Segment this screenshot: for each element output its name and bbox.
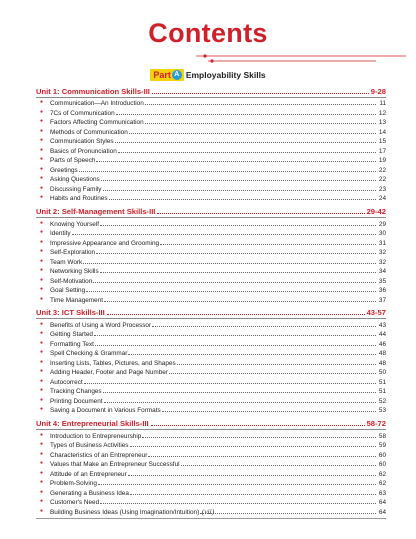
toc-entry[interactable]	[36, 228, 386, 238]
entry-page-number: 52	[378, 397, 386, 405]
entry-page-number: 63	[378, 489, 386, 497]
bullet-icon: ●	[40, 460, 44, 467]
toc-entry[interactable]	[36, 126, 386, 136]
unit-page-range: 29-42	[366, 207, 386, 217]
part-label-box	[150, 69, 184, 81]
entry-label: Goal Setting	[50, 287, 86, 295]
part-title: Employability Skills	[185, 70, 266, 80]
entry-label: Knowing Yourself	[50, 220, 100, 228]
dot-leader	[72, 234, 376, 235]
toc-entry[interactable]	[36, 183, 386, 193]
entry-page-number: 37	[378, 296, 386, 304]
bullet-icon: ●	[40, 175, 44, 182]
entry-page-number: 43	[378, 321, 386, 329]
bullet-icon: ●	[40, 156, 44, 163]
unit-heading[interactable]	[36, 204, 386, 218]
bullet-icon: ●	[40, 507, 44, 514]
toc-entry[interactable]	[36, 459, 386, 469]
entry-page-number: 48	[378, 350, 386, 358]
entry-label: Attitude of an Entrepreneur	[50, 470, 127, 478]
entry-page-number: 11	[379, 100, 386, 108]
toc-entry[interactable]	[36, 367, 386, 377]
toc-entry[interactable]	[36, 107, 386, 117]
toc-entry[interactable]	[36, 348, 386, 358]
toc-entry[interactable]	[36, 468, 386, 478]
bullet-icon: ●	[40, 406, 44, 413]
dot-leader	[130, 446, 377, 447]
entry-label: Networking Skills	[50, 268, 99, 276]
dot-leader	[101, 180, 376, 181]
toc-entry[interactable]	[36, 478, 386, 488]
bullet-icon: ●	[40, 127, 44, 134]
entry-page-number: 22	[378, 176, 386, 184]
entry-page-number: 12	[378, 109, 386, 117]
entry-label: Getting Started	[50, 331, 93, 339]
bullet-icon: ●	[40, 377, 44, 384]
bullet-icon: ●	[40, 396, 44, 403]
entry-page-number: 58	[378, 432, 386, 440]
bullet-icon: ●	[40, 479, 44, 486]
entry-page-number: 62	[378, 480, 386, 488]
bullet-icon: ●	[40, 108, 44, 115]
entry-label: Formatting Text	[50, 340, 94, 348]
entry-label: Impressive Appearance and Grooming	[50, 239, 160, 247]
table-of-contents	[36, 82, 386, 516]
entry-label: Parts of Speech	[50, 157, 96, 165]
bullet-icon: ●	[40, 257, 44, 264]
dot-leader	[116, 114, 376, 115]
unit-title: Unit 1: Communication Skills-III	[36, 86, 150, 96]
entry-page-number: 35	[378, 277, 386, 285]
entry-page-number: 22	[378, 166, 386, 174]
toc-entry[interactable]	[36, 285, 386, 295]
bullet-icon: ●	[40, 330, 44, 337]
dot-leader	[152, 326, 376, 327]
entry-page-number: 19	[378, 157, 386, 165]
entry-page-number: 51	[378, 378, 386, 386]
dot-leader	[151, 425, 365, 426]
bullet-icon: ●	[40, 498, 44, 505]
dot-leader	[145, 123, 376, 124]
toc-entry[interactable]	[36, 440, 386, 450]
entry-page-number: 30	[378, 230, 386, 238]
entry-page-number: 34	[378, 268, 386, 276]
dot-leader	[128, 475, 376, 476]
entry-label: Adding Header, Footer and Page Number	[50, 369, 168, 377]
toc-entry[interactable]	[36, 117, 386, 127]
entry-page-number: 59	[378, 442, 386, 450]
toc-entry[interactable]	[36, 266, 386, 276]
toc-entry[interactable]	[36, 136, 386, 146]
toc-entry[interactable]	[36, 449, 386, 459]
entry-page-number: 50	[378, 369, 386, 377]
entry-label: Printing Document	[50, 397, 103, 405]
toc-entry[interactable]	[36, 376, 386, 386]
dot-leader	[148, 456, 376, 457]
entry-page-number: 53	[378, 407, 386, 415]
bullet-icon: ●	[40, 358, 44, 365]
bullet-icon: ●	[40, 286, 44, 293]
entry-label: Team Work	[50, 258, 83, 266]
dot-leader	[100, 225, 376, 226]
toc-entry[interactable]	[36, 247, 386, 257]
bullet-icon: ●	[40, 349, 44, 356]
entry-label: Communication—An Introduction	[50, 100, 144, 108]
entry-label: Habits and Routines	[50, 195, 108, 203]
toc-entry[interactable]	[36, 164, 386, 174]
unit-page-range: 43-57	[366, 308, 386, 318]
dot-leader	[142, 437, 376, 438]
unit-heading[interactable]	[36, 84, 386, 98]
entry-label: Identity	[50, 230, 71, 238]
toc-entry[interactable]	[36, 155, 386, 165]
entry-page-number: 29	[378, 220, 386, 228]
toc-entry[interactable]	[36, 357, 386, 367]
dot-leader	[104, 301, 376, 302]
entry-label: Asking Questions	[50, 176, 100, 184]
bullet-icon: ●	[40, 339, 44, 346]
entry-page-number: 23	[378, 185, 386, 193]
bullet-icon: ●	[40, 99, 44, 106]
entry-label: Tracking Changes	[50, 388, 102, 396]
bullet-icon: ●	[40, 450, 44, 457]
entry-label: Spell Checking & Grammar	[50, 350, 128, 358]
entry-page-number: 36	[378, 287, 386, 295]
bullet-icon: ●	[40, 194, 44, 201]
unit-page-range: 58-72	[366, 419, 386, 429]
title-decoration	[196, 54, 406, 64]
bullet-icon: ●	[40, 238, 44, 245]
unit-page-range: 9-28	[370, 86, 386, 96]
page-folio: (vii)	[201, 507, 215, 516]
entry-label: Factors Affecting Communication	[50, 119, 144, 127]
toc-entry[interactable]	[36, 386, 386, 396]
entry-page-number: 62	[378, 470, 386, 478]
dot-leader	[96, 253, 376, 254]
page-title: Contents	[148, 18, 268, 48]
toc-entry[interactable]	[36, 193, 386, 203]
entry-label: Greetings	[50, 166, 78, 174]
dot-leader	[129, 133, 376, 134]
entry-page-number: 15	[378, 138, 386, 146]
entry-label: Building Business Ideas (Using Imagination/Intuition)	[50, 508, 200, 516]
entry-label: Time Management	[50, 296, 104, 304]
entry-label: Self-Motivation	[50, 277, 93, 285]
entry-page-number: 64	[378, 499, 386, 507]
entry-label: Characteristics of an Entrepreneur	[50, 451, 148, 459]
dot-leader	[104, 402, 376, 403]
entry-label: Values that Make an Entrepreneur Successful	[50, 461, 180, 469]
toc-entry[interactable]	[36, 405, 386, 415]
toc-entry[interactable]	[36, 256, 386, 266]
entry-page-number: 60	[378, 461, 386, 469]
entry-page-number: 46	[378, 340, 386, 348]
bullet-icon: ●	[40, 137, 44, 144]
bullet-icon: ●	[40, 368, 44, 375]
entry-page-number: 64	[378, 508, 386, 516]
part-label: Part	[153, 70, 171, 80]
entry-label: Customer's Need	[50, 499, 100, 507]
bullet-icon: ●	[40, 184, 44, 191]
toc-entry[interactable]	[36, 174, 386, 184]
entry-page-number: 17	[378, 147, 386, 155]
bullet-icon: ●	[40, 118, 44, 125]
toc-entry[interactable]	[36, 497, 386, 507]
bullet-icon: ●	[40, 320, 44, 327]
dot-leader	[152, 93, 369, 94]
bullet-icon: ●	[40, 267, 44, 274]
dot-leader	[86, 291, 376, 292]
bottom-rule	[36, 518, 386, 519]
toc-entry[interactable]	[36, 237, 386, 247]
bullet-icon: ●	[40, 431, 44, 438]
toc-entry[interactable]	[36, 218, 386, 228]
dot-leader	[100, 272, 376, 273]
entry-label: Inserting Lists, Tables, Pictures, and Shapes	[50, 359, 176, 367]
entry-page-number: 60	[378, 451, 386, 459]
toc-entry[interactable]	[36, 329, 386, 339]
entry-label: Types of Business Activities	[50, 442, 129, 450]
entry-label: Basics of Pronunciation	[50, 147, 117, 155]
dot-leader	[103, 190, 377, 191]
toc-entry[interactable]	[36, 294, 386, 304]
bullet-icon: ●	[40, 387, 44, 394]
bullet-icon: ●	[40, 165, 44, 172]
unit-heading[interactable]	[36, 305, 386, 319]
dot-leader	[162, 411, 376, 412]
dot-leader	[160, 244, 376, 245]
entry-label: Generating a Business Idea	[50, 489, 129, 497]
dot-leader	[115, 142, 376, 143]
bullet-icon: ●	[40, 219, 44, 226]
bullet-icon: ●	[40, 248, 44, 255]
entry-label: Discussing Family	[50, 185, 102, 193]
dot-leader	[169, 373, 376, 374]
entry-label: 7Cs of Communication	[50, 109, 115, 117]
entry-label: Communication Styles	[50, 138, 114, 146]
unit-title: Unit 3: ICT Skills-III	[36, 308, 105, 318]
bullet-icon: ●	[40, 229, 44, 236]
dot-leader	[130, 494, 376, 495]
toc-entry[interactable]	[36, 430, 386, 440]
bullet-icon: ●	[40, 276, 44, 283]
entry-page-number: 14	[378, 128, 386, 136]
part-badge-icon: A	[172, 70, 182, 80]
entry-page-number: 32	[378, 258, 386, 266]
toc-entry[interactable]	[36, 338, 386, 348]
entry-label: Benefits of Using a Word Processor	[50, 321, 152, 329]
dot-leader	[94, 335, 376, 336]
bullet-icon: ●	[40, 146, 44, 153]
unit-title: Unit 4: Entrepreneurial Skills-III	[36, 419, 149, 429]
dot-leader	[103, 392, 376, 393]
dot-leader	[118, 152, 376, 153]
entry-page-number: 24	[378, 195, 386, 203]
dot-leader	[109, 199, 376, 200]
unit-heading[interactable]	[36, 416, 386, 430]
entry-page-number: 44	[378, 331, 386, 339]
entry-label: Autocorrect	[50, 378, 83, 386]
entry-page-number: 31	[378, 239, 386, 247]
toc-entry[interactable]	[36, 395, 386, 405]
entry-label: Methods of Communication	[50, 128, 128, 136]
dot-leader	[100, 503, 376, 504]
dot-leader	[95, 345, 376, 346]
entry-page-number: 13	[378, 119, 386, 127]
dot-leader	[177, 364, 376, 365]
bullet-icon: ●	[40, 488, 44, 495]
dot-leader	[181, 465, 376, 466]
bullet-icon: ●	[40, 441, 44, 448]
entry-label: Introduction to Entrepreneurship	[50, 432, 142, 440]
dot-leader	[107, 314, 365, 315]
entry-label: Self-Exploration	[50, 249, 96, 257]
dot-leader	[157, 213, 364, 214]
unit-title: Unit 2: Self-Management Skills-III	[36, 207, 156, 217]
toc-entry[interactable]	[36, 487, 386, 497]
entry-page-number: 32	[378, 249, 386, 257]
dot-leader	[98, 484, 376, 485]
bullet-icon: ●	[40, 295, 44, 302]
entry-label: Problem-Solving	[50, 480, 97, 488]
dot-leader	[79, 171, 376, 172]
bullet-icon: ●	[40, 469, 44, 476]
dot-leader	[93, 282, 376, 283]
toc-entry[interactable]	[36, 275, 386, 285]
entry-page-number: 48	[378, 359, 386, 367]
dot-leader	[145, 104, 376, 105]
dot-leader	[83, 263, 376, 264]
part-heading	[0, 65, 416, 79]
toc-entry[interactable]	[36, 98, 386, 108]
entry-page-number: 51	[378, 388, 386, 396]
dot-leader	[84, 383, 376, 384]
toc-entry[interactable]	[36, 319, 386, 329]
entry-label: Saving a Document in Various Formats	[50, 407, 161, 415]
dot-leader	[96, 161, 376, 162]
toc-entry[interactable]	[36, 145, 386, 155]
dot-leader	[128, 354, 376, 355]
